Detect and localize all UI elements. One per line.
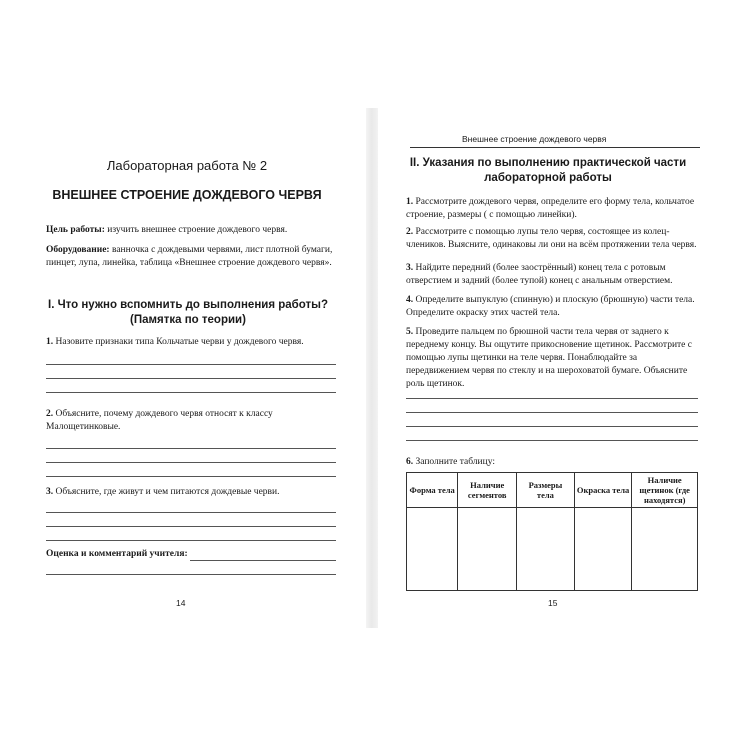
left-page [8,108,366,628]
section-two-line2: лабораторной работы [484,172,612,184]
step-3 [406,262,698,288]
equipment-paragraph [46,244,336,270]
step-6 [406,456,698,469]
question-3-text: Объясните, где живут и чем питаются дождевые черви. [53,487,280,497]
table-header: Наличие сегментов [458,473,517,508]
answer-line[interactable] [46,512,336,513]
answer-line[interactable] [406,412,698,413]
step-2-number: 2. [406,227,414,237]
question-3-number: 3. [46,487,54,497]
observation-table [406,472,698,591]
question-1-text: Назовите признаки типа Кольчатые черви у дождевого червя. [53,337,304,347]
step-4 [406,294,698,320]
step-2 [406,226,698,252]
answer-line[interactable] [46,364,336,365]
step-2-text: Рассмотрите с помощью лупы тело червя, состоящее из колец-члеников. Выясните, одинаковы ли они на всём протяжении тела червя. [406,227,697,250]
grade-line[interactable] [190,560,336,561]
lab-title: Лабораторная работа № 2 [106,158,268,173]
step-3-text: Найдите передний (более заострённый) конец тела с ротовым отверстием и задний (более тупой) конец с анальным отверстием. [406,263,673,286]
book-gutter [366,108,378,628]
section-one-heading [28,298,348,328]
page-number: 14 [176,598,186,608]
section-two-heading [398,156,698,186]
step-1 [406,196,698,222]
answer-line[interactable] [46,378,336,379]
table-cell[interactable] [574,508,632,591]
answer-line[interactable] [46,526,336,527]
step-6-number: 6. [406,457,414,467]
answer-line[interactable] [406,398,698,399]
step-4-text: Определите выпуклую (спинную) и плоскую (брюшную) части тела. Определите окраску этих частей тела. [406,295,695,318]
question-3 [46,486,336,499]
answer-line[interactable] [46,392,336,393]
table-header: Размеры тела [517,473,575,508]
page-number: 15 [548,598,558,608]
table-cell[interactable] [632,508,698,591]
question-2 [46,408,336,434]
equipment-text: ванночка с дождевыми червями, лист плотной бумаги, пинцет, лупа, линейка, таблица «Внешнее строение дождевого червя». [46,245,333,268]
step-4-number: 4. [406,295,414,305]
answer-line[interactable] [46,448,336,449]
table-row [407,508,698,591]
table-cell[interactable] [458,508,517,591]
answer-line[interactable] [46,540,336,541]
goal-text: изучить внешнее строение дождевого червя. [104,225,288,235]
table-cell[interactable] [517,508,575,591]
goal-label: Цель работы: [46,225,105,235]
running-head: Внешнее строение дождевого червя [410,134,700,148]
step-1-text: Рассмотрите дождевого червя, определите его форму тела, кольчатое строение, размеры ( с помощью линейки). [406,197,695,220]
step-1-number: 1. [406,197,414,207]
section-two-line1: II. Указания по выполнению практической части [409,157,687,169]
question-1 [46,336,336,349]
answer-line[interactable] [46,462,336,463]
table-header: Окраска тела [574,473,632,508]
answer-line[interactable] [46,476,336,477]
question-1-number: 1. [46,337,54,347]
grade-label: Оценка и комментарий учителя: [46,549,188,559]
table-header: Наличие щетинок (где находятся) [632,473,698,508]
step-3-number: 3. [406,263,414,273]
equipment-label: Оборудование: [46,245,110,255]
main-title: ВНЕШНЕЕ СТРОЕНИЕ ДОЖДЕВОГО ЧЕРВЯ [52,188,322,202]
step-6-text: Заполните таблицу: [413,457,495,467]
step-5-text: Проведите пальцем по брюшной части тела червя от заднего к переднему концу. Вы ощутите прикосновение щетинок. Рассмотрите с помощью лупы щетинки на теле червя. Понаблюдайте за передвижением червя по стеклу и на шероховатой бумаге. Объясните роль щетинок. [406,327,692,389]
section-one-line2: (Памятка по теории) [130,314,246,326]
step-5 [406,326,698,391]
answer-line[interactable] [406,440,698,441]
grade-line[interactable] [46,574,336,575]
table-cell[interactable] [407,508,458,591]
table-header-row [407,473,698,508]
step-5-number: 5. [406,327,414,337]
question-2-text: Объясните, почему дождевого червя относят к классу Малощетинковые. [46,409,273,432]
section-one-line1: I. Что нужно вспомнить до выполнения работы? [48,299,328,311]
table-header: Форма тела [407,473,458,508]
question-2-number: 2. [46,409,54,419]
answer-line[interactable] [406,426,698,427]
goal-paragraph [46,224,336,237]
right-page [378,108,732,628]
